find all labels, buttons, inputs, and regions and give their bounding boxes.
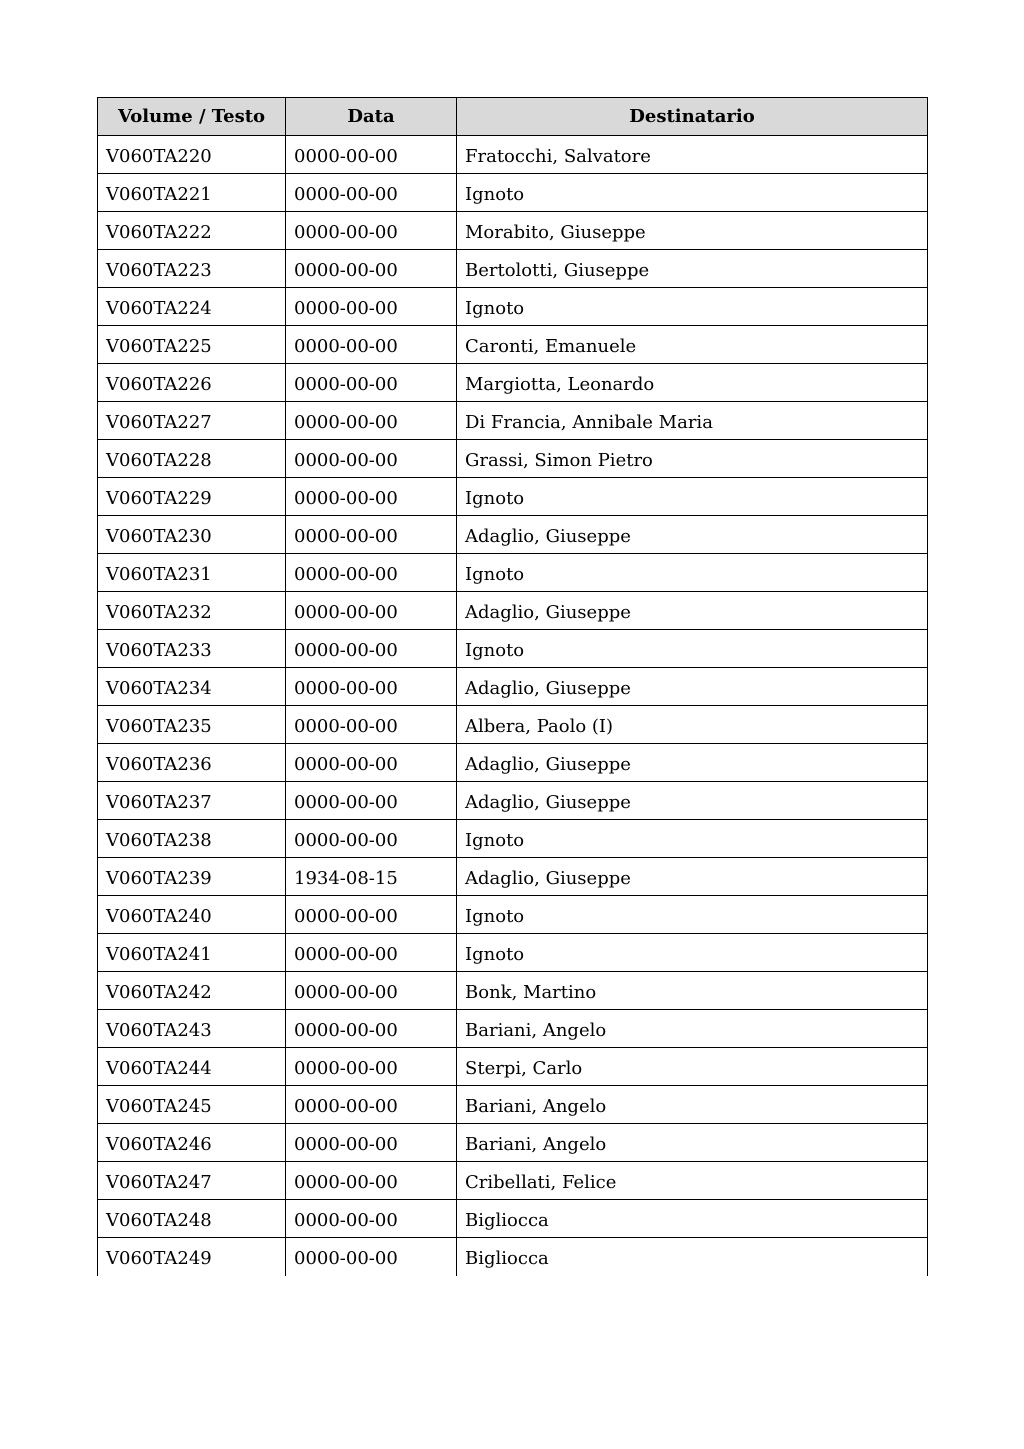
cell-volume-testo: V060TA234 xyxy=(98,668,286,706)
cell-data: 0000-00-00 xyxy=(286,1200,457,1238)
cell-destinatario: Albera, Paolo (I) xyxy=(457,706,928,744)
cell-volume-testo: V060TA249 xyxy=(98,1238,286,1276)
table-row xyxy=(98,934,928,972)
cell-data: 0000-00-00 xyxy=(286,478,457,516)
table-row xyxy=(98,364,928,402)
cell-data: 0000-00-00 xyxy=(286,1124,457,1162)
table-row xyxy=(98,1238,928,1276)
cell-data: 0000-00-00 xyxy=(286,1238,457,1276)
cell-data: 0000-00-00 xyxy=(286,440,457,478)
cell-volume-testo: V060TA233 xyxy=(98,630,286,668)
table-row xyxy=(98,288,928,326)
cell-volume-testo: V060TA245 xyxy=(98,1086,286,1124)
cell-data: 0000-00-00 xyxy=(286,136,457,174)
table-row xyxy=(98,668,928,706)
table-row xyxy=(98,440,928,478)
table-row xyxy=(98,1124,928,1162)
cell-destinatario: Bariani, Angelo xyxy=(457,1124,928,1162)
table-row xyxy=(98,1010,928,1048)
table-row xyxy=(98,516,928,554)
cell-data: 0000-00-00 xyxy=(286,934,457,972)
cell-volume-testo: V060TA221 xyxy=(98,174,286,212)
table-row xyxy=(98,744,928,782)
cell-data: 1934-08-15 xyxy=(286,858,457,896)
table-row xyxy=(98,1048,928,1086)
cell-data: 0000-00-00 xyxy=(286,1162,457,1200)
table-row xyxy=(98,1200,928,1238)
cell-volume-testo: V060TA236 xyxy=(98,744,286,782)
cell-volume-testo: V060TA242 xyxy=(98,972,286,1010)
table-body xyxy=(98,136,928,1276)
cell-destinatario: Ignoto xyxy=(457,630,928,668)
table-row xyxy=(98,1086,928,1124)
table-row xyxy=(98,136,928,174)
table-header xyxy=(98,98,928,136)
cell-data: 0000-00-00 xyxy=(286,782,457,820)
table-row xyxy=(98,630,928,668)
cell-volume-testo: V060TA232 xyxy=(98,592,286,630)
cell-destinatario: Di Francia, Annibale Maria xyxy=(457,402,928,440)
cell-destinatario: Ignoto xyxy=(457,934,928,972)
table-row xyxy=(98,896,928,934)
cell-destinatario: Bigliocca xyxy=(457,1238,928,1276)
cell-data: 0000-00-00 xyxy=(286,402,457,440)
cell-data: 0000-00-00 xyxy=(286,706,457,744)
cell-volume-testo: V060TA225 xyxy=(98,326,286,364)
cell-destinatario: Ignoto xyxy=(457,174,928,212)
table-row xyxy=(98,782,928,820)
table-row xyxy=(98,706,928,744)
cell-data: 0000-00-00 xyxy=(286,744,457,782)
cell-volume-testo: V060TA220 xyxy=(98,136,286,174)
cell-destinatario: Grassi, Simon Pietro xyxy=(457,440,928,478)
cell-data: 0000-00-00 xyxy=(286,592,457,630)
cell-data: 0000-00-00 xyxy=(286,668,457,706)
cell-volume-testo: V060TA226 xyxy=(98,364,286,402)
cell-volume-testo: V060TA228 xyxy=(98,440,286,478)
table-row xyxy=(98,592,928,630)
table-row xyxy=(98,326,928,364)
header-destinatario: Destinatario xyxy=(457,98,928,136)
cell-destinatario: Margiotta, Leonardo xyxy=(457,364,928,402)
table-row xyxy=(98,1162,928,1200)
cell-destinatario: Ignoto xyxy=(457,554,928,592)
cell-volume-testo: V060TA227 xyxy=(98,402,286,440)
cell-destinatario: Bonk, Martino xyxy=(457,972,928,1010)
cell-destinatario: Adaglio, Giuseppe xyxy=(457,858,928,896)
table-row xyxy=(98,972,928,1010)
cell-destinatario: Caronti, Emanuele xyxy=(457,326,928,364)
cell-volume-testo: V060TA222 xyxy=(98,212,286,250)
cell-volume-testo: V060TA244 xyxy=(98,1048,286,1086)
cell-destinatario: Adaglio, Giuseppe xyxy=(457,668,928,706)
cell-destinatario: Bariani, Angelo xyxy=(457,1086,928,1124)
header-row xyxy=(98,98,928,136)
table-row xyxy=(98,174,928,212)
cell-volume-testo: V060TA241 xyxy=(98,934,286,972)
cell-volume-testo: V060TA223 xyxy=(98,250,286,288)
cell-data: 0000-00-00 xyxy=(286,174,457,212)
cell-destinatario: Bariani, Angelo xyxy=(457,1010,928,1048)
header-data: Data xyxy=(286,98,457,136)
cell-data: 0000-00-00 xyxy=(286,250,457,288)
records-table xyxy=(97,97,928,1276)
cell-volume-testo: V060TA229 xyxy=(98,478,286,516)
cell-destinatario: Sterpi, Carlo xyxy=(457,1048,928,1086)
cell-data: 0000-00-00 xyxy=(286,554,457,592)
cell-data: 0000-00-00 xyxy=(286,212,457,250)
cell-destinatario: Cribellati, Felice xyxy=(457,1162,928,1200)
table-row xyxy=(98,478,928,516)
cell-volume-testo: V060TA246 xyxy=(98,1124,286,1162)
header-volume-testo: Volume / Testo xyxy=(98,98,286,136)
table-row xyxy=(98,820,928,858)
cell-data: 0000-00-00 xyxy=(286,326,457,364)
cell-destinatario: Adaglio, Giuseppe xyxy=(457,592,928,630)
cell-destinatario: Adaglio, Giuseppe xyxy=(457,516,928,554)
cell-data: 0000-00-00 xyxy=(286,516,457,554)
cell-volume-testo: V060TA243 xyxy=(98,1010,286,1048)
cell-volume-testo: V060TA239 xyxy=(98,858,286,896)
cell-destinatario: Adaglio, Giuseppe xyxy=(457,782,928,820)
cell-volume-testo: V060TA248 xyxy=(98,1200,286,1238)
cell-data: 0000-00-00 xyxy=(286,364,457,402)
cell-data: 0000-00-00 xyxy=(286,820,457,858)
cell-data: 0000-00-00 xyxy=(286,288,457,326)
cell-volume-testo: V060TA238 xyxy=(98,820,286,858)
cell-volume-testo: V060TA237 xyxy=(98,782,286,820)
cell-destinatario: Ignoto xyxy=(457,288,928,326)
cell-data: 0000-00-00 xyxy=(286,1086,457,1124)
cell-destinatario: Bertolotti, Giuseppe xyxy=(457,250,928,288)
cell-data: 0000-00-00 xyxy=(286,1010,457,1048)
cell-destinatario: Adaglio, Giuseppe xyxy=(457,744,928,782)
table-row xyxy=(98,402,928,440)
cell-volume-testo: V060TA230 xyxy=(98,516,286,554)
cell-data: 0000-00-00 xyxy=(286,972,457,1010)
cell-destinatario: Morabito, Giuseppe xyxy=(457,212,928,250)
cell-data: 0000-00-00 xyxy=(286,630,457,668)
cell-destinatario: Bigliocca xyxy=(457,1200,928,1238)
cell-data: 0000-00-00 xyxy=(286,1048,457,1086)
table-row xyxy=(98,250,928,288)
cell-volume-testo: V060TA224 xyxy=(98,288,286,326)
cell-destinatario: Fratocchi, Salvatore xyxy=(457,136,928,174)
cell-destinatario: Ignoto xyxy=(457,820,928,858)
cell-volume-testo: V060TA231 xyxy=(98,554,286,592)
cell-volume-testo: V060TA247 xyxy=(98,1162,286,1200)
table-row xyxy=(98,212,928,250)
cell-destinatario: Ignoto xyxy=(457,478,928,516)
table-row xyxy=(98,858,928,896)
cell-volume-testo: V060TA240 xyxy=(98,896,286,934)
cell-volume-testo: V060TA235 xyxy=(98,706,286,744)
cell-destinatario: Ignoto xyxy=(457,896,928,934)
table-row xyxy=(98,554,928,592)
cell-data: 0000-00-00 xyxy=(286,896,457,934)
